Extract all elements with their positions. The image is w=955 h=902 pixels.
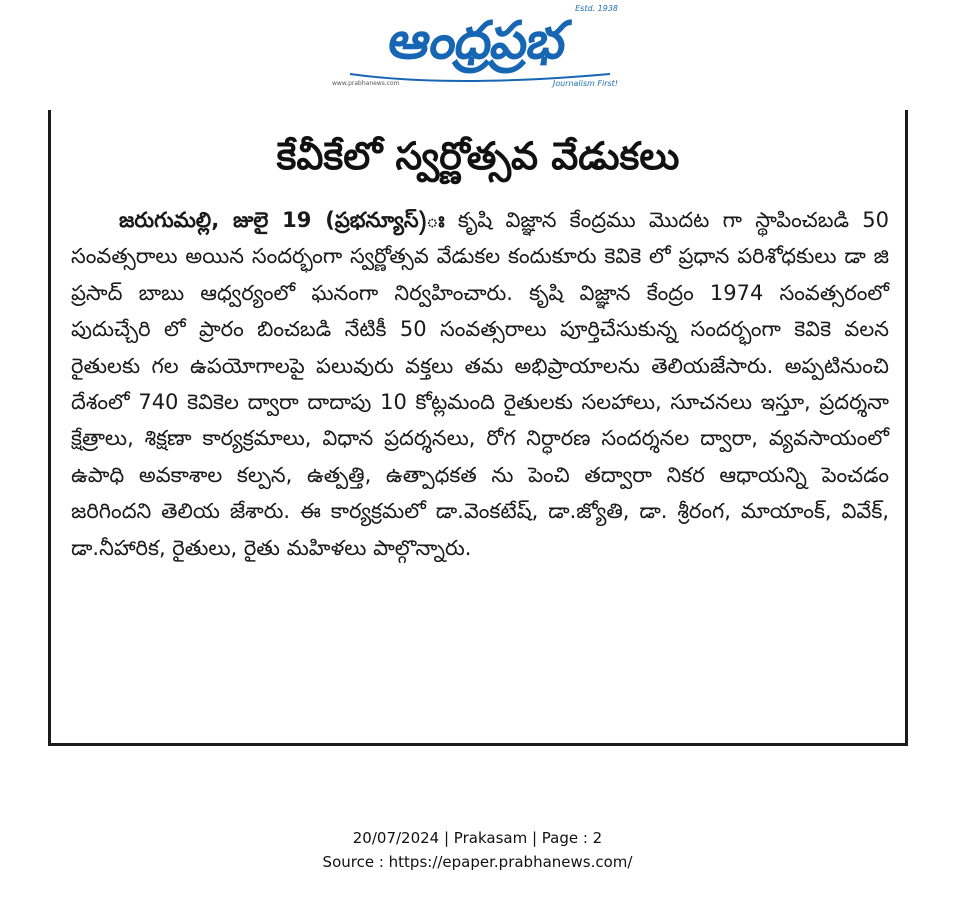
article-body bbox=[71, 202, 889, 566]
tagline: Journalism First! bbox=[552, 79, 618, 88]
newspaper-title: ఆంధ్రప్రభ bbox=[384, 11, 570, 71]
article-frame bbox=[48, 110, 908, 746]
masthead-logo bbox=[330, 4, 624, 96]
publication-meta: 20/07/2024 | Prakasam | Page : 2 bbox=[352, 829, 603, 847]
article-headline: కేవీకేలో స్వర్ణోత్సవ వేడుకలు bbox=[276, 134, 680, 178]
source-link[interactable]: Source : https://epaper.prabhanews.com/ bbox=[322, 853, 633, 871]
established-label: Estd. 1938 bbox=[575, 4, 618, 13]
article-body-text: కృషి విజ్ఞాన కేంద్రము మొదట గా స్థాపించబడి 50 సంవత్సరాలు అయిన సందర్భంగా స్వర్ణోత్సవ వేడుకల కందుకూరు కెవికె లో ప్రధాన పరిశోధకులు డా జి ప్రసాద్ బాబు ఆధ్వర్యంలో ఘనంగా నిర్వహించారు. కృషి విజ్ఞాన కేంద్రం 1974 సంవత్సరంలో పుదుచ్చేరి లో ప్రారం బించబడి నేటికీ 50 సంవత్సరాలు పూర్తిచేసుకున్న సందర్భంగా కెవికె వలన రైతులకు గల ఉపయోగాలపై పలువురు వక్తలు తమ అభిప్రాయాలను తెలియజేసారు. అప్పటినుంచి దేశంలో 740 కెవికెల ద్వారా దాదాపు 10 కోట్లమంది రైతులకు సలహాలు, సూచనలు ఇస్తూ, ప్రదర్శనా క్షేత్రాలు, శిక్షణా కార్యక్రమాలు, విధాన ప్రదర్శనలు, రోగ నిర్ధారణ సందర్శనల ద్వారా, వ్యవసాయంలో ఉపాధి అవకాశాల కల్పన, ఉత్పత్తి, ఉత్పాధకత ను పెంచి తద్వారా నికర ఆధాయన్ని పెంచడం జరిగిందని తెలియ జేశారు. ఈ కార్యక్రమలో డా.వెంకటేష్, డా.జ్యోతి, డా. శ్రీరంగ, మాయాంక్, వివేక్, డా.నీహారిక, రైతులు, రైతు మహిళలు పాల్గొన్నారు. bbox=[71, 208, 889, 560]
page-footer bbox=[0, 826, 955, 874]
article-dateline: జరుగుమల్లి, జులై 19 (ప్రభన్యూస్)ః bbox=[119, 208, 445, 232]
website-label: www.prabhanews.com bbox=[332, 80, 400, 87]
